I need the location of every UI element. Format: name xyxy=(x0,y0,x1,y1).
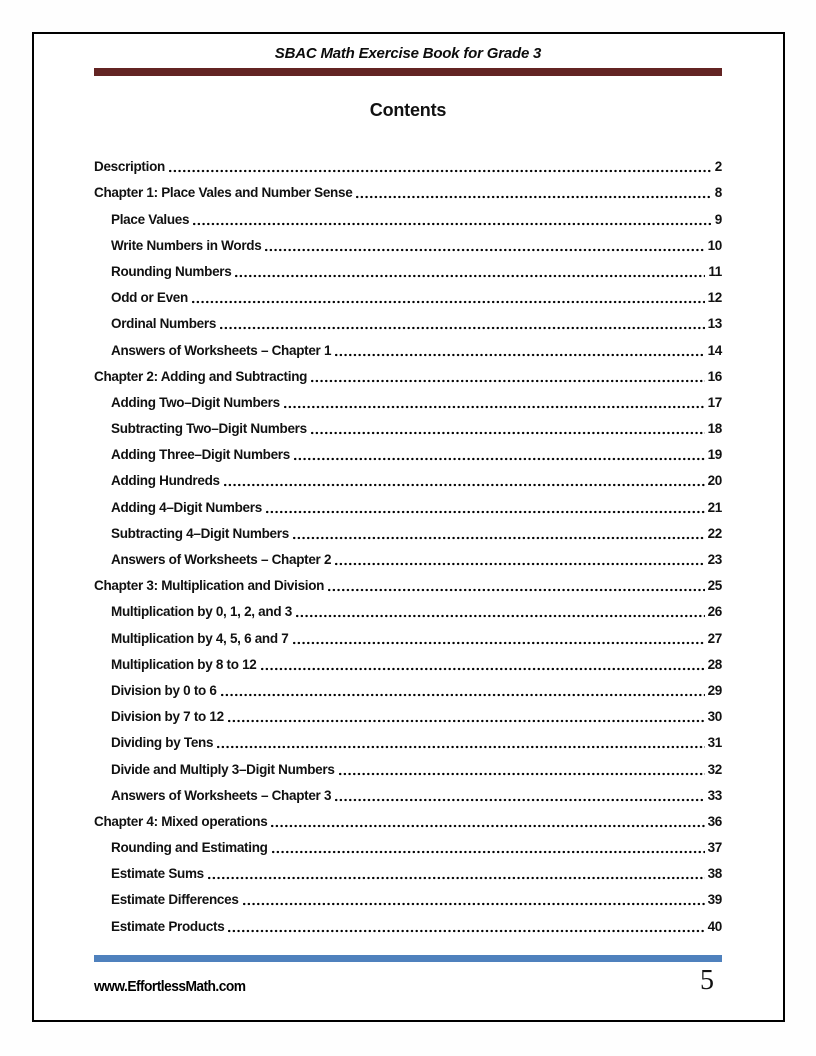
running-header-title: SBAC Math Exercise Book for Grade 3 xyxy=(274,45,542,62)
dot-leader xyxy=(311,379,704,383)
toc-entry-page-number: 31 xyxy=(707,735,722,751)
toc-entry-page-number: 30 xyxy=(707,709,722,725)
toc-entry[interactable] xyxy=(94,546,722,572)
footer-link[interactable]: www.EffortlessMath.com xyxy=(94,978,246,995)
dot-leader xyxy=(224,483,705,487)
toc-entry[interactable] xyxy=(94,729,722,755)
toc-entry-label: Adding Two–Digit Numbers xyxy=(111,394,280,410)
toc-entry[interactable] xyxy=(94,232,722,258)
toc-entry-page-number: 12 xyxy=(707,290,722,306)
toc-entry-label: Place Values xyxy=(111,211,190,227)
toc-entry-page-number: 25 xyxy=(707,578,722,594)
toc-entry-page-number: 22 xyxy=(707,525,722,541)
toc-entry[interactable] xyxy=(94,651,722,677)
dot-leader xyxy=(228,719,705,723)
page-number: 5 xyxy=(700,965,714,996)
toc-entry[interactable] xyxy=(94,467,722,493)
page-content xyxy=(94,34,722,1020)
toc-entry-label: Ordinal Numbers xyxy=(111,316,217,332)
dot-leader xyxy=(265,248,704,252)
toc-entry-page-number: 33 xyxy=(707,787,722,803)
toc-entry-label: Estimate Products xyxy=(111,918,225,934)
dot-leader xyxy=(266,510,705,514)
dot-leader xyxy=(311,431,705,435)
toc-entry-label: Rounding Numbers xyxy=(111,263,232,279)
toc-entry-page-number: 37 xyxy=(707,840,722,856)
toc-entry[interactable] xyxy=(94,860,722,886)
dot-leader xyxy=(221,693,705,697)
toc-entry[interactable] xyxy=(94,572,722,598)
toc-entry-page-number: 10 xyxy=(707,237,722,253)
toc-entry[interactable] xyxy=(94,205,722,231)
toc-entry[interactable] xyxy=(94,520,722,546)
toc-entry-label: Rounding and Estimating xyxy=(111,840,268,856)
toc-entry-label: Estimate Differences xyxy=(111,892,239,908)
header-divider-bar xyxy=(94,68,722,76)
dot-leader xyxy=(335,353,704,357)
toc-entry-label: Adding Three–Digit Numbers xyxy=(111,447,290,463)
table-of-contents xyxy=(94,153,722,939)
toc-entry[interactable] xyxy=(94,598,722,624)
toc-entry-label: Odd or Even xyxy=(111,290,188,306)
toc-entry[interactable] xyxy=(94,310,722,336)
toc-entry[interactable] xyxy=(94,808,722,834)
toc-entry-label: Write Numbers in Words xyxy=(111,237,262,253)
dot-leader xyxy=(217,745,704,749)
toc-entry-label: Description xyxy=(94,159,165,175)
toc-entry-label: Chapter 1: Place Vales and Number Sense xyxy=(94,185,353,201)
toc-entry[interactable] xyxy=(94,886,722,912)
toc-entry-page-number: 29 xyxy=(707,682,722,698)
toc-entry-label: Chapter 3: Multiplication and Division xyxy=(94,578,325,594)
toc-entry-label: Division by 0 to 6 xyxy=(111,682,217,698)
toc-entry[interactable] xyxy=(94,703,722,729)
toc-entry[interactable] xyxy=(94,389,722,415)
toc-entry[interactable] xyxy=(94,415,722,441)
toc-entry-label: Division by 7 to 12 xyxy=(111,709,224,725)
dot-leader xyxy=(193,222,712,226)
toc-entry[interactable] xyxy=(94,258,722,284)
toc-entry-page-number: 28 xyxy=(707,656,722,672)
toc-entry-page-number: 19 xyxy=(707,447,722,463)
dot-leader xyxy=(339,772,705,776)
toc-entry-page-number: 18 xyxy=(707,421,722,437)
toc-entry-page-number: 20 xyxy=(707,473,722,489)
toc-entry-page-number: 13 xyxy=(707,316,722,332)
toc-entry-page-number: 23 xyxy=(707,552,722,567)
dot-leader xyxy=(208,876,705,880)
toc-entry-page-number: 14 xyxy=(707,342,722,358)
dot-leader xyxy=(272,850,705,854)
toc-entry[interactable] xyxy=(94,153,722,179)
dot-leader xyxy=(335,798,704,802)
toc-entry[interactable] xyxy=(94,441,722,467)
dot-leader xyxy=(169,169,712,173)
toc-entry[interactable] xyxy=(94,336,722,362)
toc-entry-page-number: 16 xyxy=(707,368,722,384)
toc-entry-page-number: 36 xyxy=(707,813,722,829)
dot-leader xyxy=(235,274,705,278)
toc-entry-label: Answers of Worksheets – Chapter 2 xyxy=(111,552,332,567)
dot-leader xyxy=(294,457,705,461)
toc-entry-label: Multiplication by 4, 5, 6 and 7 xyxy=(111,630,289,646)
toc-entry-page-number: 9 xyxy=(714,211,722,227)
toc-entry-label: Multiplication by 8 to 12 xyxy=(111,656,257,672)
toc-entry[interactable] xyxy=(94,834,722,860)
toc-entry-page-number: 40 xyxy=(707,918,722,934)
dot-leader xyxy=(293,536,705,540)
dot-leader xyxy=(293,641,705,645)
dot-leader xyxy=(220,326,705,330)
toc-entry-page-number: 17 xyxy=(707,394,722,410)
footer xyxy=(94,966,722,995)
dot-leader xyxy=(192,300,705,304)
toc-entry[interactable] xyxy=(94,624,722,650)
page-border xyxy=(32,32,785,1022)
toc-entry-label: Subtracting Two–Digit Numbers xyxy=(111,421,307,437)
toc-entry-label: Subtracting 4–Digit Numbers xyxy=(111,525,289,541)
toc-entry[interactable] xyxy=(94,179,722,205)
toc-entry-label: Multiplication by 0, 1, 2, and 3 xyxy=(111,604,292,620)
toc-entry-label: Answers of Worksheets – Chapter 1 xyxy=(111,342,332,358)
toc-entry-label: Adding 4–Digit Numbers xyxy=(111,499,262,515)
toc-entry-page-number: 11 xyxy=(708,263,722,279)
dot-leader xyxy=(243,902,705,906)
dot-leader xyxy=(271,824,704,828)
dot-leader xyxy=(328,588,704,592)
footer-divider-bar xyxy=(94,955,722,962)
contents-heading: Contents xyxy=(369,100,447,120)
toc-entry[interactable] xyxy=(94,677,722,703)
toc-entry-page-number: 21 xyxy=(707,499,722,515)
toc-entry-page-number: 32 xyxy=(707,761,722,777)
toc-entry-page-number: 38 xyxy=(707,866,722,882)
toc-entry[interactable] xyxy=(94,363,722,389)
dot-leader xyxy=(296,614,705,618)
toc-entry-page-number: 27 xyxy=(707,630,722,646)
dot-leader xyxy=(335,562,704,566)
toc-entry-page-number: 8 xyxy=(714,185,722,201)
toc-entry-label: Adding Hundreds xyxy=(111,473,220,489)
toc-entry-label: Answers of Worksheets – Chapter 3 xyxy=(111,787,332,803)
toc-entry-label: Estimate Sums xyxy=(111,866,204,882)
toc-entry[interactable] xyxy=(94,755,722,781)
dot-leader xyxy=(261,667,705,671)
toc-entry[interactable] xyxy=(94,284,722,310)
toc-entry-label: Chapter 2: Adding and Subtracting xyxy=(94,368,308,384)
toc-entry[interactable] xyxy=(94,493,722,519)
toc-entry-page-number: 26 xyxy=(707,604,722,620)
toc-entry-label: Dividing by Tens xyxy=(111,735,214,751)
toc-entry-page-number: 2 xyxy=(714,159,722,175)
toc-entry-label: Chapter 4: Mixed operations xyxy=(94,813,268,829)
toc-entry-page-number: 39 xyxy=(707,892,722,908)
dot-leader xyxy=(228,929,704,933)
dot-leader xyxy=(284,405,705,409)
dot-leader xyxy=(356,195,711,199)
toc-entry-label: Divide and Multiply 3–Digit Numbers xyxy=(111,761,335,777)
toc-entry[interactable] xyxy=(94,912,722,938)
toc-entry[interactable] xyxy=(94,782,722,808)
